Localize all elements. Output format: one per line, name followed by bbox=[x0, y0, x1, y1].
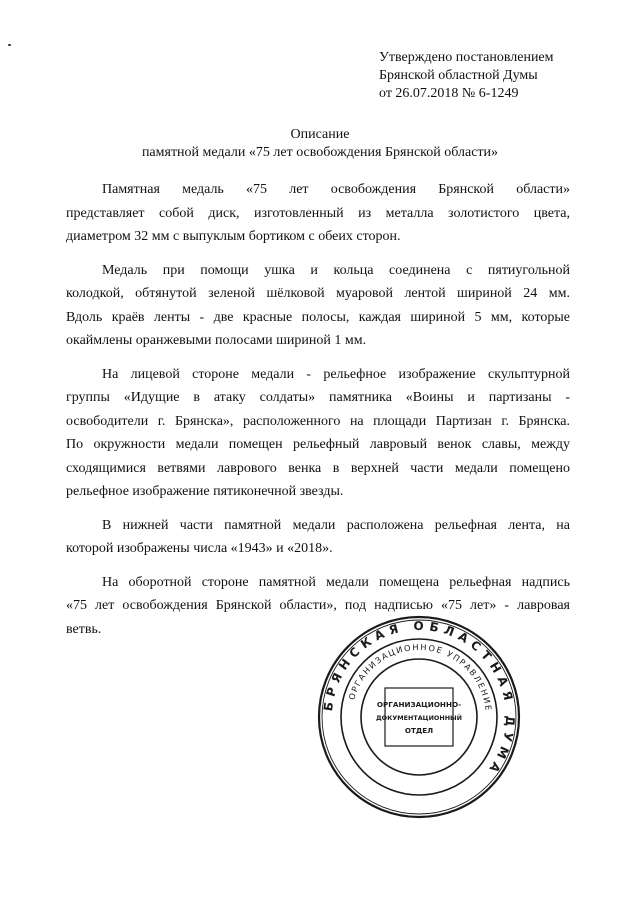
stamp-seal-icon bbox=[314, 612, 524, 822]
paragraph-2 bbox=[66, 259, 570, 353]
text-line: сходящимися ветвями лаврового венка в верхней части медали помещено bbox=[66, 460, 570, 476]
stamp-inner-text: ОРГАНИЗАЦИОННОЕ УПРАВЛЕНИЕ bbox=[346, 641, 494, 713]
approval-line: Утверждено постановлением bbox=[379, 50, 554, 65]
approval-line: от 26.07.2018 № 6-1249 bbox=[379, 86, 519, 101]
text-line: На оборотной стороне памятной медали помещена рельефная надпись bbox=[102, 574, 570, 590]
text-line: ветвь. bbox=[66, 621, 102, 637]
stamp-center-line-1: ОРГАНИЗАЦИОННО- bbox=[376, 700, 462, 709]
approval-line: Брянской областной Думы bbox=[379, 68, 538, 83]
approval-block bbox=[379, 49, 599, 103]
paragraph-3 bbox=[66, 363, 570, 504]
title-line-1: Описание bbox=[290, 127, 350, 142]
text-line: окаймлены оранжевыми полосами шириной 1 мм. bbox=[66, 333, 367, 348]
title-line-2: памятной медали «75 лет освобождения Брянской области» bbox=[141, 145, 499, 160]
text-line: диаметром 32 мм с выпуклым бортиком с обеих сторон. bbox=[66, 229, 401, 244]
text-line: «75 лет освобождения Брянской области», под надписью «75 лет» - лавровая bbox=[66, 598, 570, 613]
paragraph-1 bbox=[66, 178, 570, 249]
paragraph-4 bbox=[66, 514, 570, 561]
text-line: По окружности медали помещен рельефный лавровый венок славы, между bbox=[66, 437, 570, 452]
stamp-center-line-3: ОТДЕЛ bbox=[404, 726, 434, 735]
text-line: Памятная медаль «75 лет освобождения Брянской области» bbox=[102, 182, 570, 197]
document-title bbox=[60, 126, 580, 162]
scan-speck bbox=[8, 44, 11, 46]
text-line: которой изображены числа «1943» и «2018». bbox=[66, 541, 333, 556]
text-line: колодкой, обтянутой зеленой шёлковой муаровой лентой шириной 24 мм. bbox=[66, 286, 570, 301]
text-line: освободители г. Брянска», расположенного на площади Партизан г. Брянска. bbox=[66, 413, 570, 429]
text-line: Вдоль краёв ленты - две красные полосы, каждая шириной 5 мм, которые bbox=[66, 309, 570, 325]
text-line: В нижней части памятной медали расположена рельефная лента, на bbox=[102, 517, 570, 533]
text-line: группы «Идущие в атаку солдаты» памятника «Воины и партизаны - bbox=[66, 390, 570, 405]
text-line: представляет собой диск, изготовленный из металла золотистого цвета, bbox=[66, 205, 570, 221]
text-line: Медаль при помощи ушка и кольца соединена с пятиугольной bbox=[102, 262, 570, 278]
text-line: На лицевой стороне медали - рельефное изображение скульптурной bbox=[102, 366, 570, 382]
document-body bbox=[66, 178, 570, 651]
stamp-center-line-2: ДОКУМЕНТАЦИОННЫЙ bbox=[375, 714, 463, 722]
text-line: рельефное изображение пятиконечной звезды. bbox=[66, 484, 344, 499]
stamp-outer-text: БРЯНСКАЯ ОБЛАСТНАЯ ДУМА bbox=[320, 618, 518, 780]
official-stamp bbox=[314, 612, 524, 822]
